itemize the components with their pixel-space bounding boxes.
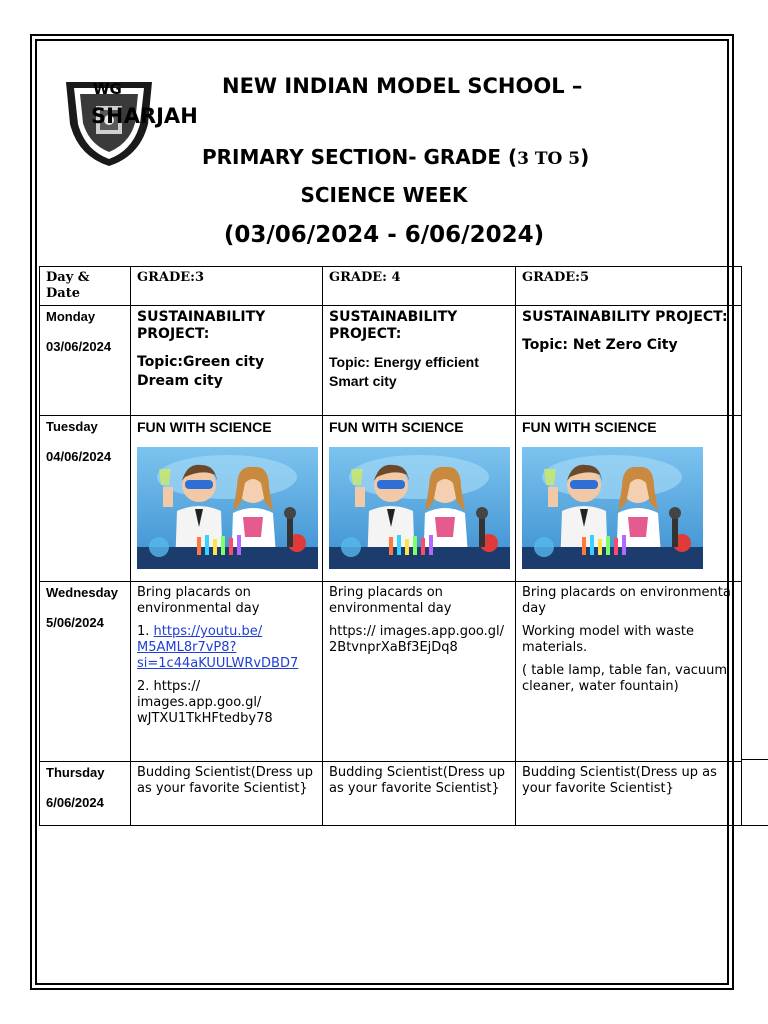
project-label: SUSTAINABILITY PROJECT: [137, 309, 266, 342]
activity-cell [131, 582, 323, 762]
kids-science-lab-photo [329, 447, 510, 569]
activity-cell [323, 306, 516, 416]
day-name: Monday [46, 309, 96, 324]
activity-cell [131, 416, 323, 582]
activity-title: FUN WITH SCIENCE [329, 419, 464, 435]
activity-cell [516, 306, 742, 416]
activity-title: FUN WITH SCIENCE [522, 419, 657, 435]
day-cell [40, 306, 131, 416]
activity-cell [323, 582, 516, 762]
day-name: Tuesday [46, 419, 98, 434]
project-topic: Topic:Green city Dream city [137, 354, 265, 389]
day-date: 03/06/2024 [46, 339, 112, 354]
logo-text: WG [93, 80, 122, 98]
section-grades: 3 TO 5 [517, 149, 581, 169]
date-range: (03/06/2024 - 6/06/2024) [223, 222, 545, 248]
school-name: NEW INDIAN MODEL SCHOOL – [222, 74, 583, 98]
activity-cell [516, 416, 742, 582]
day-date: 6/06/2024 [46, 795, 104, 810]
table-row [40, 306, 742, 416]
section-suffix: ) [580, 145, 590, 169]
project-label: SUSTAINABILITY PROJECT: [522, 309, 728, 325]
column-header-grade3: GRADE:3 [131, 267, 323, 306]
day-date: 5/06/2024 [46, 615, 104, 630]
video-link[interactable]: https://youtu.be/ M5AML8r7vP8? si=1c44aKUULWRvDBD7 [137, 624, 299, 671]
table-header-row [40, 267, 742, 306]
kids-science-lab-photo [329, 447, 509, 569]
day-name: Wednesday [46, 585, 119, 600]
project-label: SUSTAINABILITY PROJECT: [329, 309, 458, 342]
activity-title: FUN WITH SCIENCE [137, 419, 272, 435]
project-topic: Topic: Energy efficient Smart city [329, 354, 479, 389]
activity-cell: Budding Scientist(Dress up as your favorite Scientist} [323, 762, 516, 826]
activity-cell: Budding Scientist(Dress up as your favorite Scientist} [516, 762, 742, 826]
table-row [40, 582, 742, 762]
activity-text: Bring placards on environmental day [522, 585, 735, 616]
activity-text: Bring placards on environmental day [137, 585, 260, 616]
table-row [40, 416, 742, 582]
table-edge-line [741, 825, 768, 826]
day-cell [40, 416, 131, 582]
column-header-grade4: GRADE: 4 [323, 267, 516, 306]
activity-text: 2. https:// images.app.goo.gl/ wJTXU1TkHFtedby78 [137, 679, 273, 726]
day-cell [40, 762, 131, 826]
table-row [40, 762, 742, 826]
table-edge-line [741, 759, 768, 760]
activity-text: Bring placards on environmental day [329, 585, 452, 616]
school-city: SHARJAH [91, 104, 198, 128]
activity-cell [131, 306, 323, 416]
column-header-day: Day & Date [40, 267, 131, 306]
event-title: SCIENCE WEEK [300, 183, 468, 207]
kids-science-lab-photo [522, 447, 735, 569]
kids-science-lab-photo [137, 447, 316, 569]
project-topic: Topic: Net Zero City [522, 337, 678, 353]
activity-cell [516, 582, 742, 762]
activity-link-line [137, 624, 316, 672]
day-cell [40, 582, 131, 762]
section-prefix: PRIMARY SECTION- GRADE ( [202, 145, 518, 169]
activity-text: Working model with waste materials. [522, 624, 694, 655]
activity-cell: Budding Scientist(Dress up as your favorite Scientist} [131, 762, 323, 826]
schedule-table [39, 266, 742, 826]
section-title [202, 145, 589, 169]
activity-cell [323, 416, 516, 582]
kids-science-lab-photo [137, 447, 318, 569]
day-date: 04/06/2024 [46, 449, 112, 464]
column-header-grade5: GRADE:5 [516, 267, 742, 306]
list-number: 1. [137, 624, 154, 639]
kids-science-lab-photo [522, 447, 703, 569]
day-name: Thursday [46, 765, 105, 780]
activity-text: https:// images.app.goo.gl/ 2BtvnprXaBf3EjDq8 [329, 624, 505, 655]
activity-text: ( table lamp, table fan, vacuum cleaner, water fountain) [522, 663, 728, 694]
